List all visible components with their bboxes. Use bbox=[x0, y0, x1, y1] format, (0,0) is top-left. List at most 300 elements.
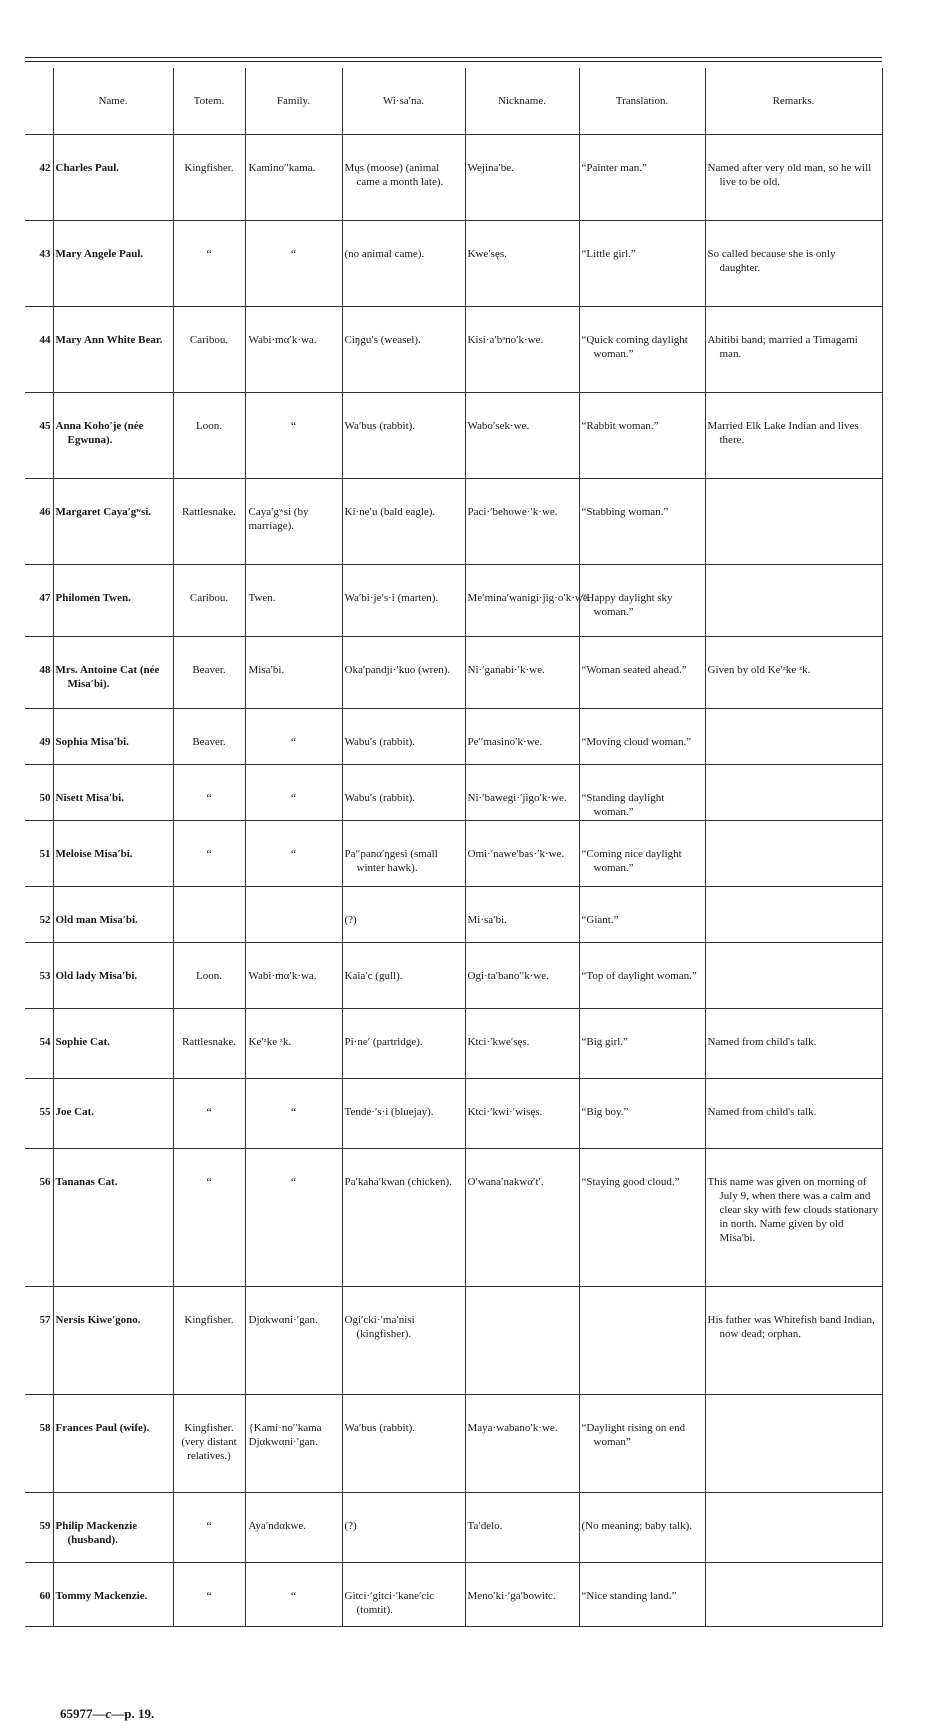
cell-remarks-container bbox=[705, 393, 882, 479]
cell-nickname-container bbox=[465, 221, 579, 307]
header-family: Family. bbox=[245, 68, 342, 135]
cell-nickname-container bbox=[465, 637, 579, 709]
table-row bbox=[25, 709, 882, 765]
cell-remarks-container bbox=[705, 1149, 882, 1287]
cell-family: Caya′gʷsi (by marriage). bbox=[248, 506, 309, 532]
cell-family: {Kami·no′′kama Djαkwαni·′gan. bbox=[248, 1422, 322, 1448]
top-rule-2 bbox=[25, 61, 882, 62]
table-row bbox=[25, 1493, 882, 1563]
cell-translation: “Big girl.” bbox=[581, 1036, 628, 1048]
header-row bbox=[25, 68, 882, 135]
cell-wisana: Pa′kaha′kwan (chicken). bbox=[344, 1176, 452, 1188]
cell-totem-container bbox=[173, 1563, 245, 1627]
cell-name: Tananas Cat. bbox=[55, 1176, 118, 1188]
cell-name-container bbox=[53, 709, 173, 765]
row-number: 50 bbox=[39, 792, 51, 804]
row-number: 44 bbox=[39, 334, 51, 346]
cell-totem-container bbox=[173, 1009, 245, 1079]
cell-family-container bbox=[245, 1009, 342, 1079]
row-number-container bbox=[25, 821, 53, 887]
cell-family-container bbox=[245, 943, 342, 1009]
cell-wisana: (?) bbox=[344, 1520, 357, 1532]
cell-translation bbox=[580, 1287, 705, 1313]
row-number: 46 bbox=[39, 506, 51, 518]
cell-totem: Caribou. bbox=[189, 592, 229, 604]
cell-translation: “Staying good cloud.” bbox=[581, 1176, 680, 1188]
cell-nickname: Ni·′ganabi·′k·we. bbox=[467, 664, 545, 676]
cell-family-container bbox=[245, 1079, 342, 1149]
cell-nickname-container bbox=[465, 943, 579, 1009]
cell-family: Kamino′′kama. bbox=[248, 162, 316, 174]
cell-remarks bbox=[706, 821, 882, 847]
row-number-container bbox=[25, 1287, 53, 1395]
cell-wisana-container bbox=[342, 479, 465, 565]
cell-totem: “ bbox=[206, 247, 212, 261]
cell-nickname-container bbox=[465, 709, 579, 765]
cell-nickname-container bbox=[465, 1493, 579, 1563]
cell-name-container bbox=[53, 479, 173, 565]
cell-totem: Rattlesnake. bbox=[181, 506, 237, 518]
row-number-container bbox=[25, 565, 53, 637]
cell-family: Djαkwαni·′gan. bbox=[248, 1314, 318, 1326]
cell-totem: Beaver. bbox=[192, 664, 226, 676]
row-number-container bbox=[25, 765, 53, 821]
cell-nickname-container bbox=[465, 1149, 579, 1287]
cell-nickname: Pe′′masino′k·we. bbox=[467, 736, 543, 748]
row-number-container bbox=[25, 1009, 53, 1079]
cell-family: Misa′bi. bbox=[248, 664, 285, 676]
cell-remarks-container bbox=[705, 765, 882, 821]
cell-wisana-container bbox=[342, 1395, 465, 1493]
cell-totem-container bbox=[173, 307, 245, 393]
row-number-container bbox=[25, 221, 53, 307]
cell-translation-container bbox=[579, 709, 705, 765]
cell-totem-container bbox=[173, 565, 245, 637]
cell-wisana: Pa′′panα′ŋgesi (small winter hawk). bbox=[344, 848, 438, 874]
table-row bbox=[25, 887, 882, 943]
cell-nickname: Meno′ki·′ga′bowitc. bbox=[467, 1590, 556, 1602]
cell-translation-container bbox=[579, 1079, 705, 1149]
cell-name-container bbox=[53, 943, 173, 1009]
cell-translation: “Woman seated ahead.” bbox=[581, 664, 687, 676]
cell-wisana: (?) bbox=[344, 914, 357, 926]
cell-name: Mrs. Antoine Cat (née Misa′bi). bbox=[55, 664, 160, 690]
cell-wisana-container bbox=[342, 1287, 465, 1395]
cell-translation: “Moving cloud woman.” bbox=[581, 736, 692, 748]
cell-name-container bbox=[53, 1493, 173, 1563]
cell-totem-container bbox=[173, 1287, 245, 1395]
row-number: 58 bbox=[39, 1422, 51, 1434]
cell-family: “ bbox=[290, 847, 297, 861]
cell-remarks-container bbox=[705, 307, 882, 393]
cell-totem: Kingfisher. bbox=[184, 162, 234, 174]
cell-family: Wabi·mα′k·wa. bbox=[248, 970, 317, 982]
row-number: 60 bbox=[39, 1590, 51, 1602]
cell-family-container bbox=[245, 565, 342, 637]
cell-wisana: Pi·ne′ (partridge). bbox=[344, 1036, 423, 1048]
cell-translation: “Painter man.” bbox=[581, 162, 647, 174]
cell-translation: “Nice standing land.” bbox=[581, 1590, 677, 1602]
cell-name: Philip Mackenzie (husband). bbox=[55, 1520, 138, 1546]
cell-translation: “Rabbit woman.” bbox=[581, 420, 659, 432]
cell-remarks: This name was given on morning of July 9, when there was a calm and clear sky with few clouds stationary in north. Name given by old Misa′bi. bbox=[707, 1176, 879, 1244]
cell-nickname-container bbox=[465, 887, 579, 943]
cell-remarks: Named from child's talk. bbox=[707, 1036, 817, 1048]
cell-translation: “Coming nice daylight woman.” bbox=[581, 848, 682, 874]
cell-totem: “ bbox=[206, 847, 212, 861]
cell-nickname: Me′mina′wanigi·jig·o′k·we. bbox=[467, 592, 591, 604]
cell-translation: “Quick coming daylight woman.” bbox=[581, 334, 688, 360]
cell-nickname: Mi·sa′bi. bbox=[467, 914, 507, 926]
footer-c: c bbox=[105, 1706, 112, 1721]
row-number-container bbox=[25, 887, 53, 943]
cell-name: Charles Paul. bbox=[55, 162, 120, 174]
row-number-container bbox=[25, 1149, 53, 1287]
cell-wisana-container bbox=[342, 1079, 465, 1149]
cell-remarks-container bbox=[705, 709, 882, 765]
cell-remarks bbox=[706, 887, 882, 913]
cell-wisana-container bbox=[342, 765, 465, 821]
cell-nickname bbox=[466, 1287, 579, 1313]
cell-wisana: Ki·ne′u (bald eagle). bbox=[344, 506, 436, 518]
cell-translation: “Daylight rising on end woman” bbox=[581, 1422, 686, 1448]
cell-wisana-container bbox=[342, 221, 465, 307]
cell-remarks: Named from child's talk. bbox=[707, 1106, 817, 1118]
table-row bbox=[25, 1079, 882, 1149]
cell-translation-container bbox=[579, 1563, 705, 1627]
cell-nickname-container bbox=[465, 393, 579, 479]
cell-name-container bbox=[53, 821, 173, 887]
cell-totem-container bbox=[173, 1079, 245, 1149]
cell-translation-container bbox=[579, 1493, 705, 1563]
row-number-container bbox=[25, 135, 53, 221]
cell-wisana-container bbox=[342, 709, 465, 765]
cell-wisana: Wa′bi·je′s·i (marten). bbox=[344, 592, 439, 604]
cell-totem: Beaver. bbox=[192, 736, 226, 748]
cell-nickname: Wejina′be. bbox=[467, 162, 514, 174]
cell-remarks: Married Elk Lake Indian and lives there. bbox=[707, 420, 859, 446]
cell-wisana-container bbox=[342, 393, 465, 479]
cell-wisana: Wa′bus (rabbit). bbox=[344, 1422, 416, 1434]
cell-totem-container bbox=[173, 1395, 245, 1493]
table-row bbox=[25, 637, 882, 709]
cell-wisana: Kaia′c (gull). bbox=[344, 970, 403, 982]
cell-wisana: Wabu′s (rabbit). bbox=[344, 736, 416, 748]
cell-remarks bbox=[706, 1493, 882, 1519]
cell-nickname-container bbox=[465, 765, 579, 821]
cell-totem-container bbox=[173, 221, 245, 307]
cell-family-container bbox=[245, 637, 342, 709]
cell-wisana-container bbox=[342, 821, 465, 887]
cell-family-container bbox=[245, 1493, 342, 1563]
cell-name: Tommy Mackenzie. bbox=[55, 1590, 148, 1602]
cell-wisana-container bbox=[342, 135, 465, 221]
cell-translation-container bbox=[579, 943, 705, 1009]
cell-nickname-container bbox=[465, 1287, 579, 1395]
cell-nickname: Ni·′bawegi·′jigo′k·we. bbox=[467, 792, 567, 804]
cell-wisana-container bbox=[342, 307, 465, 393]
cell-family-container bbox=[245, 1563, 342, 1627]
cell-translation: “Top of daylight woman.” bbox=[581, 970, 697, 982]
cell-family: “ bbox=[290, 791, 297, 805]
table-row bbox=[25, 765, 882, 821]
row-number-container bbox=[25, 637, 53, 709]
cell-totem-container bbox=[173, 393, 245, 479]
cell-wisana-container bbox=[342, 1493, 465, 1563]
cell-nickname: Ktci·′kwi·′wisęs. bbox=[467, 1106, 543, 1118]
cell-translation-container bbox=[579, 1395, 705, 1493]
cell-remarks-container bbox=[705, 1395, 882, 1493]
cell-totem: “ bbox=[206, 1589, 212, 1603]
cell-family: “ bbox=[290, 1589, 297, 1603]
cell-totem: Kingfisher. (very distant relatives.) bbox=[181, 1422, 237, 1462]
cell-family bbox=[246, 887, 342, 913]
cell-family: “ bbox=[290, 1175, 297, 1189]
header-nickname: Nickname. bbox=[465, 68, 579, 135]
row-number-container bbox=[25, 1395, 53, 1493]
cell-nickname-container bbox=[465, 1079, 579, 1149]
cell-nickname-container bbox=[465, 821, 579, 887]
cell-totem: Loon. bbox=[196, 420, 222, 432]
table-row bbox=[25, 821, 882, 887]
row-number-container bbox=[25, 709, 53, 765]
cell-totem-container bbox=[173, 765, 245, 821]
cell-name: Joe Cat. bbox=[55, 1106, 94, 1118]
row-number: 59 bbox=[39, 1520, 51, 1532]
cell-remarks-container bbox=[705, 887, 882, 943]
cell-nickname: Omi·′nawe′bas·′k·we. bbox=[467, 848, 565, 860]
cell-totem-container bbox=[173, 943, 245, 1009]
cell-wisana-container bbox=[342, 1009, 465, 1079]
cell-totem: Rattlesnake. bbox=[181, 1036, 237, 1048]
cell-name-container bbox=[53, 1079, 173, 1149]
row-number: 57 bbox=[39, 1314, 51, 1326]
row-number: 55 bbox=[39, 1106, 51, 1118]
row-number: 48 bbox=[39, 664, 51, 676]
table-row bbox=[25, 1149, 882, 1287]
cell-remarks: Abitibi band; married a Timagami man. bbox=[707, 334, 858, 360]
cell-totem-container bbox=[173, 1149, 245, 1287]
cell-name: Mary Ann White Bear. bbox=[55, 334, 163, 346]
cell-family: “ bbox=[290, 419, 297, 433]
cell-name: Sophia Misa′bi. bbox=[55, 736, 129, 748]
cell-translation-container bbox=[579, 393, 705, 479]
cell-remarks bbox=[706, 1563, 882, 1589]
cell-name-container bbox=[53, 1563, 173, 1627]
cell-family: “ bbox=[290, 735, 297, 749]
cell-remarks-container bbox=[705, 135, 882, 221]
cell-remarks-container bbox=[705, 1079, 882, 1149]
cell-totem: “ bbox=[206, 1175, 212, 1189]
cell-name: Philomen Twen. bbox=[55, 592, 131, 604]
cell-name: Nersis Kiwe′gono. bbox=[55, 1314, 141, 1326]
cell-remarks bbox=[706, 479, 882, 505]
cell-name-container bbox=[53, 887, 173, 943]
cell-name: Nisett Misa′bi. bbox=[55, 792, 124, 804]
cell-name-container bbox=[53, 637, 173, 709]
cell-remarks-container bbox=[705, 821, 882, 887]
header-num bbox=[25, 68, 53, 135]
cell-remarks-container bbox=[705, 1563, 882, 1627]
cell-family-container bbox=[245, 393, 342, 479]
cell-remarks-container bbox=[705, 221, 882, 307]
cell-totem: Caribou. bbox=[189, 334, 229, 346]
table-row bbox=[25, 1395, 882, 1493]
cell-remarks bbox=[706, 765, 882, 791]
genealogy-table bbox=[25, 68, 883, 1627]
row-number: 52 bbox=[39, 914, 51, 926]
cell-remarks bbox=[706, 709, 882, 735]
cell-name-container bbox=[53, 765, 173, 821]
cell-nickname-container bbox=[465, 1009, 579, 1079]
row-number-container bbox=[25, 1563, 53, 1627]
cell-totem: Kingfisher. bbox=[184, 1314, 234, 1326]
header-totem: Totem. bbox=[173, 68, 245, 135]
cell-nickname: Maya·wabano′k·we. bbox=[467, 1422, 558, 1434]
cell-family: Twen. bbox=[248, 592, 276, 604]
row-number-container bbox=[25, 479, 53, 565]
cell-nickname-container bbox=[465, 479, 579, 565]
cell-remarks-container bbox=[705, 1287, 882, 1395]
table-row bbox=[25, 307, 882, 393]
cell-name-container bbox=[53, 1149, 173, 1287]
cell-translation: “Big boy.” bbox=[581, 1106, 629, 1118]
cell-wisana: Wa′bus (rabbit). bbox=[344, 420, 416, 432]
cell-nickname-container bbox=[465, 565, 591, 637]
row-number: 45 bbox=[39, 420, 51, 432]
row-number-container bbox=[25, 1493, 53, 1563]
cell-translation: “Little girl.” bbox=[581, 248, 636, 260]
cell-remarks-container bbox=[705, 637, 882, 709]
cell-translation-container bbox=[579, 1287, 705, 1395]
cell-wisana: Ogi′cki·′ma′nisi (kingfisher). bbox=[344, 1314, 415, 1340]
table-row bbox=[25, 479, 882, 565]
cell-name: Meloise Misa′bi. bbox=[55, 848, 133, 860]
cell-family-container bbox=[245, 1287, 342, 1395]
row-number-container bbox=[25, 307, 53, 393]
row-number: 43 bbox=[39, 248, 51, 260]
cell-translation: “Standing daylight woman.” bbox=[581, 792, 665, 818]
cell-family-container bbox=[245, 221, 342, 307]
table-row bbox=[25, 1563, 882, 1627]
row-number-container bbox=[25, 943, 53, 1009]
cell-name-container bbox=[53, 135, 173, 221]
cell-translation-container bbox=[579, 479, 705, 565]
cell-totem-container bbox=[173, 1493, 245, 1563]
cell-name-container bbox=[53, 221, 173, 307]
cell-translation-container bbox=[579, 821, 705, 887]
cell-name: Mary Angele Paul. bbox=[55, 248, 144, 260]
cell-totem: “ bbox=[206, 791, 212, 805]
cell-translation: “Giant.” bbox=[581, 914, 619, 926]
cell-nickname: Paci·′behowe·′k·we. bbox=[467, 506, 558, 518]
table-row bbox=[25, 135, 882, 221]
cell-name-container bbox=[53, 393, 173, 479]
cell-totem: Loon. bbox=[196, 970, 222, 982]
cell-wisana-container bbox=[342, 887, 465, 943]
cell-remarks bbox=[706, 943, 882, 969]
cell-nickname: Kisi·a′bᵊno′k·we. bbox=[467, 334, 544, 346]
cell-translation: (No meaning; baby talk). bbox=[581, 1520, 693, 1532]
cell-remarks-container bbox=[705, 479, 882, 565]
cell-wisana-container bbox=[342, 943, 465, 1009]
cell-family-container bbox=[245, 1149, 342, 1287]
cell-nickname: Kwe′sęs. bbox=[467, 248, 507, 260]
table-row bbox=[25, 1009, 882, 1079]
cell-totem: “ bbox=[206, 1105, 212, 1119]
cell-wisana-container bbox=[342, 1563, 465, 1627]
cell-name-container bbox=[53, 1287, 173, 1395]
header-translation: Translation. bbox=[579, 68, 705, 135]
row-number: 51 bbox=[39, 848, 51, 860]
cell-translation-container bbox=[579, 887, 705, 943]
cell-remarks-container bbox=[705, 1493, 882, 1563]
cell-wisana: Ciŋgu′s (weasel). bbox=[344, 334, 421, 346]
row-number: 54 bbox=[39, 1036, 51, 1048]
cell-family-container bbox=[245, 1395, 342, 1493]
cell-remarks: Given by old Ke′ᶻke ᶻk. bbox=[707, 664, 811, 676]
header-wisana: Wi·sa′na. bbox=[342, 68, 465, 135]
cell-name-container bbox=[53, 307, 173, 393]
cell-name: Margaret Caya′gʷsi. bbox=[55, 506, 152, 518]
cell-wisana: Wabu′s (rabbit). bbox=[344, 792, 416, 804]
cell-nickname-container bbox=[465, 135, 579, 221]
cell-family: Wabi·mα′k·wa. bbox=[248, 334, 317, 346]
cell-name: Sophie Cat. bbox=[55, 1036, 110, 1048]
table-row bbox=[25, 565, 882, 637]
row-number-container bbox=[25, 393, 53, 479]
cell-wisana-container bbox=[342, 637, 465, 709]
cell-nickname: Ogi·ta′bano′′k·we. bbox=[467, 970, 549, 982]
cell-translation-container bbox=[579, 565, 705, 637]
cell-translation-container bbox=[579, 1009, 705, 1079]
cell-name-container bbox=[53, 565, 173, 637]
row-number: 42 bbox=[39, 162, 51, 174]
header-remarks: Remarks. bbox=[705, 68, 882, 135]
row-number: 47 bbox=[39, 592, 51, 604]
cell-family-container bbox=[245, 135, 342, 221]
cell-family-container bbox=[245, 479, 342, 565]
cell-family-container bbox=[245, 821, 342, 887]
cell-totem-container bbox=[173, 479, 245, 565]
cell-family-container bbox=[245, 887, 342, 943]
cell-nickname: Ta′delo. bbox=[467, 1520, 503, 1532]
cell-remarks bbox=[706, 565, 882, 591]
row-number: 49 bbox=[39, 736, 51, 748]
cell-remarks bbox=[706, 1395, 882, 1421]
footer-code: 65977— bbox=[60, 1706, 106, 1721]
cell-name: Old lady Misa′bi. bbox=[55, 970, 138, 982]
cell-translation-container bbox=[579, 1149, 705, 1287]
cell-translation-container bbox=[579, 637, 705, 709]
cell-translation: “Happy daylight sky woman.” bbox=[581, 592, 673, 618]
cell-translation-container bbox=[579, 221, 705, 307]
cell-translation: “Stabbing woman.” bbox=[581, 506, 669, 518]
table-row bbox=[25, 393, 882, 479]
cell-nickname: Wabo′sek·we. bbox=[467, 420, 530, 432]
cell-nickname-container bbox=[465, 307, 579, 393]
cell-name: Frances Paul (wife). bbox=[55, 1422, 150, 1434]
cell-remarks: Named after very old man, so he will live to be old. bbox=[707, 162, 872, 188]
cell-wisana: Oka′pandji·′kuo (wren). bbox=[344, 664, 451, 676]
cell-nickname: Ktci·′kwe′sęs. bbox=[467, 1036, 530, 1048]
cell-name: Old man Misa′bi. bbox=[55, 914, 138, 926]
cell-translation-container bbox=[579, 307, 705, 393]
cell-totem-container bbox=[173, 135, 245, 221]
cell-translation-container bbox=[579, 135, 705, 221]
cell-wisana: Tende·′s·i (bluejay). bbox=[344, 1106, 434, 1118]
cell-family-container bbox=[245, 709, 342, 765]
